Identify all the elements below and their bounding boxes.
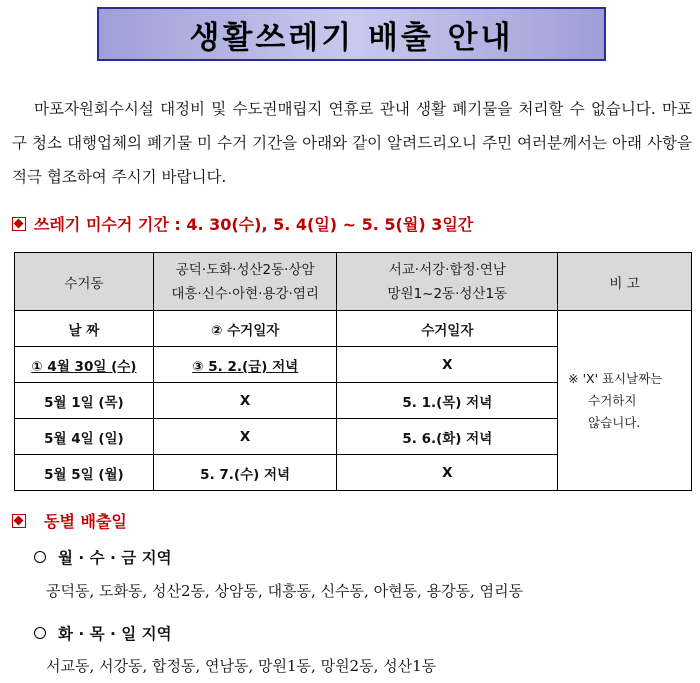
intro-paragraph: 마포자원회수시설 대정비 및 수도권매립지 연휴로 관내 생활 폐기물을 처리할 수 없습니다. 마포구 청소 대행업체의 폐기물 미 수거 기간을 아래와 같이 알려드리오니 주민 여러분께서는 아래 사항을 적극 협조하여 주시기 바랍니다. (12, 100, 692, 186)
group1-title: 월 · 수 · 금 지역 (58, 549, 172, 567)
group1-heading (34, 546, 172, 568)
circle-bullet-icon (34, 627, 46, 639)
table-subheader-row (15, 311, 692, 347)
note-line-3: 않습니다. (588, 414, 641, 430)
header-remarks: 비 고 (558, 253, 692, 311)
table-header-row (15, 253, 692, 311)
diamond-bullet-icon (12, 514, 26, 528)
group2-heading (34, 622, 172, 644)
row-date: 5월 4일 (일) (15, 419, 154, 455)
page-title: 생활쓰레기 배출 안내 (189, 19, 514, 56)
diamond-bullet-icon (12, 217, 26, 231)
disposal-days-heading (12, 509, 127, 532)
row-date: ① 4월 30일 (수) (15, 347, 154, 383)
row-group-a: ③ 5. 2.(금) 저녁 (153, 347, 337, 383)
group2-dong-list: 서교동, 서강동, 합정동, 연남동, 망원1동, 망원2동, 성산1동 (46, 657, 437, 675)
subheader-group-a: ② 수거일자 (153, 311, 337, 347)
title-banner (97, 7, 606, 61)
row-group-a: X (153, 419, 337, 455)
disposal-days-title: 동별 배출일 (44, 512, 127, 531)
group-a-line2: 대흥·신수·아현·용강·염리 (171, 285, 319, 302)
group2-title: 화 · 목 · 일 지역 (58, 625, 172, 643)
circle-bullet-icon (34, 551, 46, 563)
subheader-date: 날 짜 (15, 311, 154, 347)
collection-period-text: 쓰레기 미수거 기간 : 4. 30(수), 5. 4(일) ~ 5. 5(월) 3일간 (34, 215, 474, 234)
group-b-line2: 망원1~2동·성산1동 (387, 285, 508, 302)
row-date: 5월 1일 (목) (15, 383, 154, 419)
group-a-line1: 공덕·도화·성산2동·상암 (175, 261, 315, 278)
collection-period-heading (12, 212, 473, 235)
header-group-a (153, 253, 337, 311)
row-group-b: 5. 1.(목) 저녁 (337, 383, 558, 419)
remarks-note (558, 311, 692, 491)
row-date: 5월 5일 (월) (15, 455, 154, 491)
collection-schedule-table (14, 252, 692, 491)
row-group-b: X (337, 347, 558, 383)
note-line-1: ※ 'X' 표시날짜는 (568, 370, 663, 386)
subheader-group-b: 수거일자 (337, 311, 558, 347)
header-group-b (337, 253, 558, 311)
row-group-b: X (337, 455, 558, 491)
note-line-2: 수거하지 (588, 392, 637, 408)
group-b-line1: 서교·서강·합정·연남 (388, 261, 506, 278)
row-group-a: 5. 7.(수) 저녁 (153, 455, 337, 491)
row-group-a: X (153, 383, 337, 419)
header-district: 수거동 (15, 253, 154, 311)
group1-dong-list: 공덕동, 도화동, 성산2동, 상암동, 대흥동, 신수동, 아현동, 용강동, 염리동 (46, 582, 524, 600)
row-group-b: 5. 6.(화) 저녁 (337, 419, 558, 455)
